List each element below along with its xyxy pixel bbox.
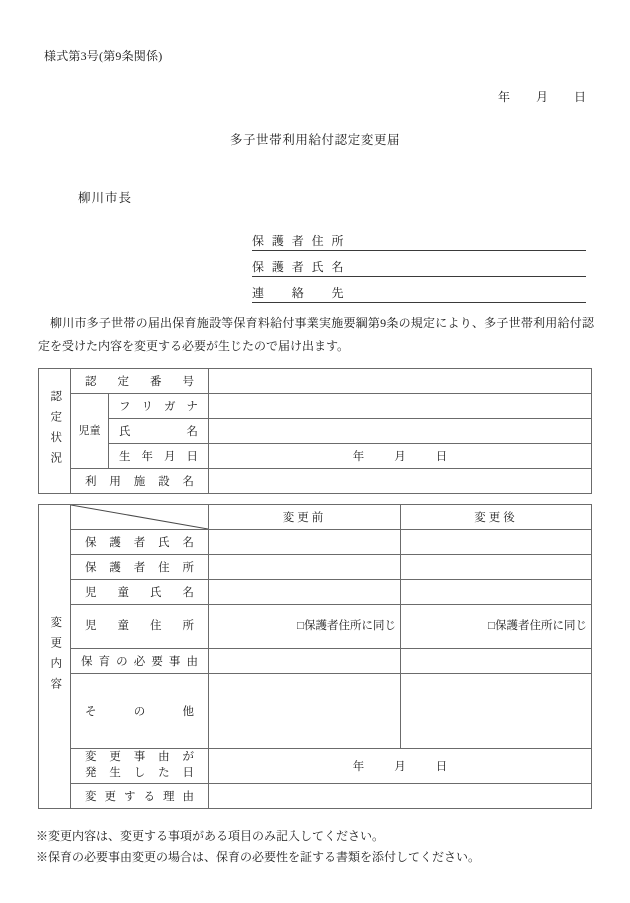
label-char: 由 xyxy=(158,751,170,764)
label-char: 日 xyxy=(186,451,198,463)
facility-name-input[interactable] xyxy=(209,469,592,494)
table-row xyxy=(39,649,592,674)
change-guardian-name-after-input[interactable] xyxy=(401,530,592,555)
column-header-before: 変更前 xyxy=(209,505,401,530)
change-other-label xyxy=(71,674,209,749)
child-birthdate-label xyxy=(109,444,209,469)
label-char: 生 xyxy=(109,767,121,779)
date-year-label: 年 xyxy=(497,90,510,104)
label-char: 児 xyxy=(85,587,97,599)
label-char: 号 xyxy=(182,376,194,388)
birthdate-year-label: 年 xyxy=(352,451,365,463)
change-child-name-label xyxy=(71,580,209,605)
label-char: 童 xyxy=(117,620,129,632)
guardian-name-label xyxy=(252,258,344,275)
body-paragraph: 柳川市多子世帯の届出保育施設等保育料給付事業実施要綱第9条の規定により、多子世帯利用給付認定を受けた内容を変更する必要が生じたので届け出ます。 xyxy=(38,316,594,353)
table-row xyxy=(39,605,592,649)
label-char: 変 xyxy=(85,791,97,803)
label-char: 所 xyxy=(331,234,344,248)
label-char: 者 xyxy=(291,234,305,248)
change-guardian-name-before-input[interactable] xyxy=(209,530,401,555)
change-guardian-address-before-input[interactable] xyxy=(209,555,401,580)
table-row xyxy=(39,419,592,444)
change-other-before-input[interactable] xyxy=(209,674,401,749)
footnotes xyxy=(36,826,480,868)
change-child-name-before-input[interactable] xyxy=(209,580,401,605)
certification-number-label xyxy=(71,369,209,394)
label-char: 住 xyxy=(150,620,162,632)
guardian-name-input[interactable] xyxy=(344,262,586,275)
label-char: 護 xyxy=(109,537,121,549)
label-char: 事 xyxy=(133,751,146,764)
label-char: 年 xyxy=(141,451,153,463)
label-char: ナ xyxy=(186,401,198,413)
change-guardian-address-after-input[interactable] xyxy=(401,555,592,580)
label-char: 由 xyxy=(182,791,194,803)
change-child-name-after-input[interactable] xyxy=(401,580,592,605)
guardian-address-input[interactable] xyxy=(344,236,586,249)
change-details-side-label: 変更内容 xyxy=(39,505,71,809)
label-char: 児 xyxy=(85,620,97,632)
label-char: 氏 xyxy=(311,260,325,274)
label-char: 由 xyxy=(186,656,198,668)
certification-number-input[interactable] xyxy=(209,369,592,394)
label-char: 名 xyxy=(182,587,194,599)
facility-name-label xyxy=(71,469,209,494)
table-row xyxy=(39,674,592,749)
label-char: 童 xyxy=(117,587,129,599)
label-char: 月 xyxy=(164,451,176,463)
change-child-address-label xyxy=(71,605,209,649)
label-char: 育 xyxy=(98,656,111,668)
guardian-name-row xyxy=(252,251,586,277)
table-row xyxy=(39,369,592,394)
table-row xyxy=(39,555,592,580)
change-details-table xyxy=(38,504,592,809)
change-childcare-need-reason-before-input[interactable] xyxy=(209,649,401,674)
label-char: 更 xyxy=(104,791,116,803)
footnote-2: ※保育の必要事由変更の場合は、保育の必要性を証する書類を添付してください。 xyxy=(36,850,481,864)
child-name-input[interactable] xyxy=(209,419,592,444)
label-char: そ xyxy=(85,706,97,718)
change-occurred-date-label xyxy=(71,749,209,784)
label-char: 氏 xyxy=(150,587,162,599)
change-reason-input[interactable] xyxy=(209,784,592,809)
label-char: 氏 xyxy=(158,537,170,549)
change-childcare-need-reason-label xyxy=(71,649,209,674)
date-month-label: 月 xyxy=(535,90,548,104)
label-char: リ xyxy=(141,401,153,413)
occurred-day-label: 日 xyxy=(435,761,448,773)
label-char: の xyxy=(116,656,128,668)
child-birthdate-input[interactable] xyxy=(209,444,592,469)
table-row xyxy=(39,784,592,809)
label-char: 事 xyxy=(168,656,181,668)
label-char: 要 xyxy=(151,656,163,668)
label-char: 施 xyxy=(133,476,146,488)
label-char: 保 xyxy=(85,562,97,574)
date-line xyxy=(498,88,586,105)
child-name-label xyxy=(109,419,209,444)
change-reason-label xyxy=(71,784,209,809)
label-char: し xyxy=(133,767,146,779)
label-char: 連 xyxy=(252,286,265,300)
label-char: 名 xyxy=(331,260,344,274)
label-char: 先 xyxy=(331,286,344,300)
label-char: が xyxy=(182,751,194,764)
label-char: 保 xyxy=(85,537,97,549)
birthdate-month-label: 月 xyxy=(394,451,406,463)
label-char: た xyxy=(158,767,170,779)
certification-status-side-label: 認定状況 xyxy=(39,369,71,494)
label-char: 絡 xyxy=(291,286,305,300)
label-char: 保 xyxy=(252,260,265,274)
label-char: 更 xyxy=(109,751,121,764)
label-char: 住 xyxy=(311,234,325,248)
label-char: 護 xyxy=(109,562,121,574)
occurred-month-label: 月 xyxy=(394,761,406,773)
table-row xyxy=(39,394,592,419)
label-char: 発 xyxy=(85,767,97,779)
change-guardian-address-label xyxy=(71,555,209,580)
guardian-contact-label xyxy=(252,284,344,301)
label-char: 他 xyxy=(182,706,194,718)
label-char: 利 xyxy=(85,476,97,488)
label-char: 保 xyxy=(252,234,265,248)
label-char: 生 xyxy=(119,451,131,463)
child-group-label: 児童 xyxy=(71,394,109,469)
change-child-address-after-checkbox[interactable]: □保護者住所に同じ xyxy=(401,605,592,649)
label-char: 者 xyxy=(133,562,146,574)
label-char: 必 xyxy=(133,656,146,668)
label-char: フ xyxy=(119,401,131,413)
label-char: 所 xyxy=(182,562,194,574)
label-char: 氏 xyxy=(119,426,131,438)
birthdate-day-label: 日 xyxy=(435,451,448,463)
label-char: 住 xyxy=(158,562,170,574)
label-char: 理 xyxy=(163,791,175,803)
label-char: 者 xyxy=(133,537,146,549)
table-row xyxy=(39,530,592,555)
label-char: 定 xyxy=(117,376,129,388)
addressee: 柳川市長 xyxy=(78,191,133,205)
label-char: 名 xyxy=(182,476,194,488)
certification-status-table xyxy=(38,368,592,494)
change-child-address-before-checkbox[interactable]: □保護者住所に同じ xyxy=(209,605,401,649)
table-row xyxy=(39,444,592,469)
change-occurred-date-input[interactable] xyxy=(209,749,592,784)
date-day-label: 日 xyxy=(573,90,586,104)
label-char: 名 xyxy=(182,537,194,549)
label-char: の xyxy=(133,706,146,718)
label-char: 護 xyxy=(271,260,285,274)
label-char: 認 xyxy=(85,376,97,388)
label-char: 変 xyxy=(85,751,97,764)
label-char: 設 xyxy=(158,476,170,488)
label-char: 日 xyxy=(182,767,194,779)
label-char: 護 xyxy=(271,234,285,248)
label-char: ガ xyxy=(164,401,176,413)
page-title: 多子世帯利用給付認定変更届 xyxy=(229,133,401,147)
table-header-row xyxy=(39,505,592,530)
guardian-contact-input[interactable] xyxy=(344,288,586,301)
label-char: 番 xyxy=(150,376,162,388)
change-other-after-input[interactable] xyxy=(401,674,592,749)
table-row xyxy=(39,580,592,605)
label-char: 用 xyxy=(109,476,121,488)
guardian-contact-row xyxy=(252,277,586,303)
change-guardian-name-label xyxy=(71,530,209,555)
guardian-info-block xyxy=(252,225,586,303)
table-row xyxy=(39,749,592,784)
diagonal-corner-cell xyxy=(71,505,209,530)
change-childcare-need-reason-after-input[interactable] xyxy=(401,649,592,674)
label-char: 者 xyxy=(291,260,305,274)
child-furigana-input[interactable] xyxy=(209,394,592,419)
table-row xyxy=(39,469,592,494)
label-char: 保 xyxy=(81,656,93,668)
guardian-address-row xyxy=(252,225,586,251)
occurred-year-label: 年 xyxy=(352,761,365,773)
label-char: 名 xyxy=(186,426,198,438)
guardian-address-label xyxy=(252,232,344,249)
child-furigana-label xyxy=(109,394,209,419)
form-code: 様式第3号(第9条関係) xyxy=(44,49,163,63)
label-char: る xyxy=(143,791,155,803)
label-char: す xyxy=(124,791,136,803)
label-char: 所 xyxy=(182,620,194,632)
column-header-after: 変更後 xyxy=(401,505,592,530)
footnote-1: ※変更内容は、変更する事項がある項目のみ記入してください。 xyxy=(36,829,385,843)
